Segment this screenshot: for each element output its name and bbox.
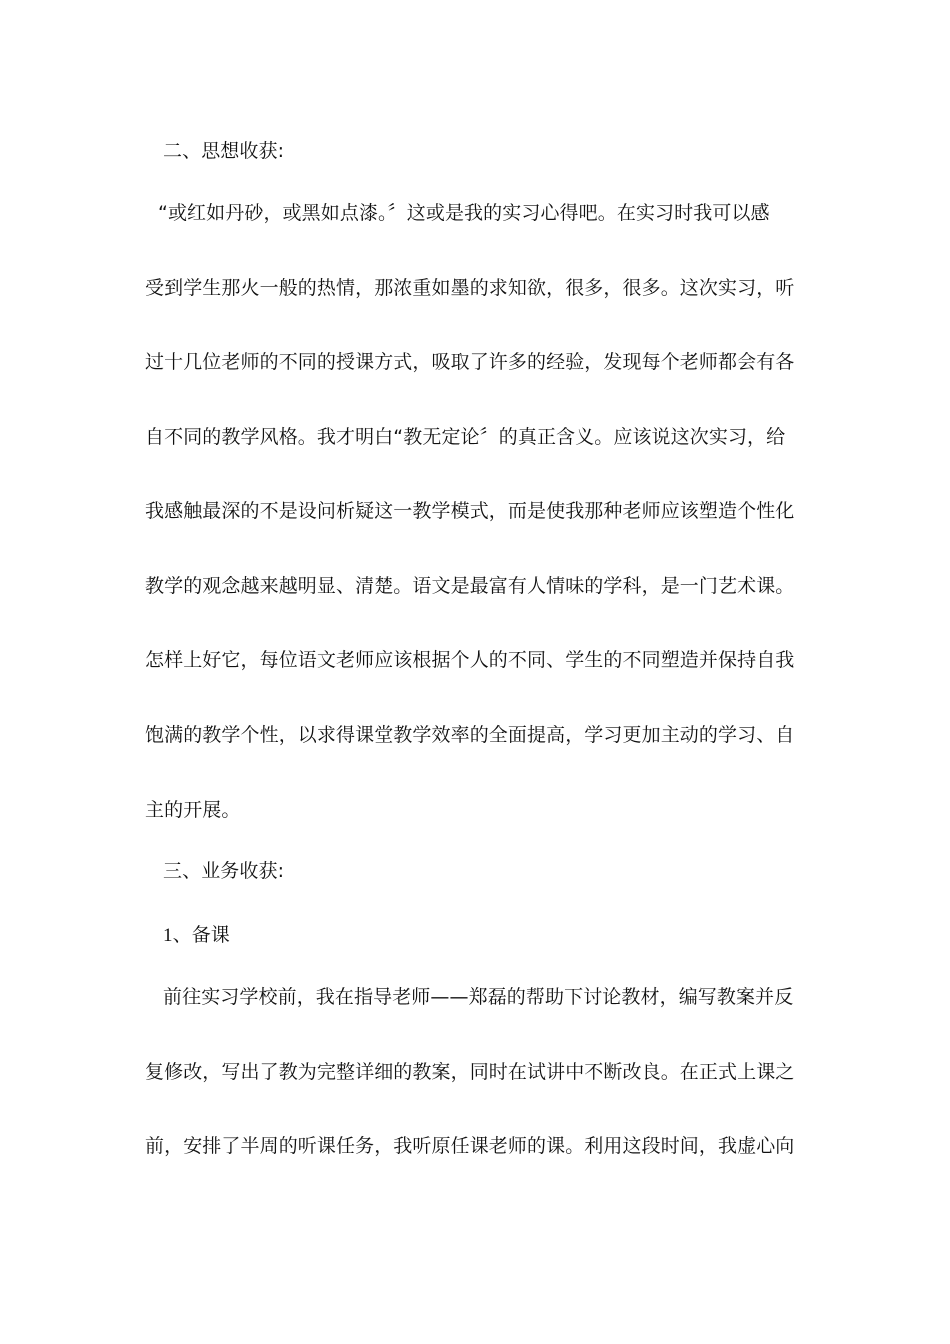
paragraph-line: 复修改，写出了教为完整详细的教案，同时在试讲中不断改良。在正式上课之: [145, 1061, 795, 1083]
paragraph-line: 自不同的教学风格。我才明白“教无定论〞的真正含义。应该说这次实习，给: [145, 426, 786, 448]
subsection-heading: [163, 923, 823, 948]
section-3-heading: 三、业务收获:: [163, 860, 285, 882]
paragraph-line: “或红如丹砂，或黑如点漆。〞这或是我的实习心得吧。在实习时我可以感: [158, 202, 770, 224]
paragraph-line: 受到学生那火一般的热情，那浓重如墨的求知欲，很多，很多。这次实习，听: [145, 277, 795, 299]
subsection-label: 、备课: [172, 924, 230, 946]
paragraph-line: 我感触最深的不是设问析疑这一教学模式，而是使我那种老师应该塑造个性化: [145, 500, 795, 522]
paragraph-line: 饱满的教学个性，以求得课堂教学效率的全面提高，学习更加主动的学习、自: [145, 724, 795, 746]
paragraph-line: 前，安排了半周的听课任务，我听原任课老师的课。利用这段时间，我虚心向: [145, 1135, 795, 1157]
paragraph-line: 前往实习学校前，我在指导老师——郑磊的帮助下讨论教材，编写教案并反: [163, 986, 794, 1008]
paragraph-line: 怎样上好它，每位语文老师应该根据个人的不同、学生的不同塑造并保持自我: [145, 649, 795, 671]
section-2-heading: 二、思想收获:: [163, 140, 285, 162]
paragraph-line: 教学的观念越来越明显、清楚。语文是最富有人情味的学科，是一门艺术课。: [145, 575, 795, 597]
paragraph-line: 过十几位老师的不同的授课方式，吸取了许多的经验，发现每个老师都会有各: [145, 351, 795, 373]
paragraph-line: 主的开展。: [145, 799, 241, 821]
subsection-number: 1: [163, 925, 173, 946]
